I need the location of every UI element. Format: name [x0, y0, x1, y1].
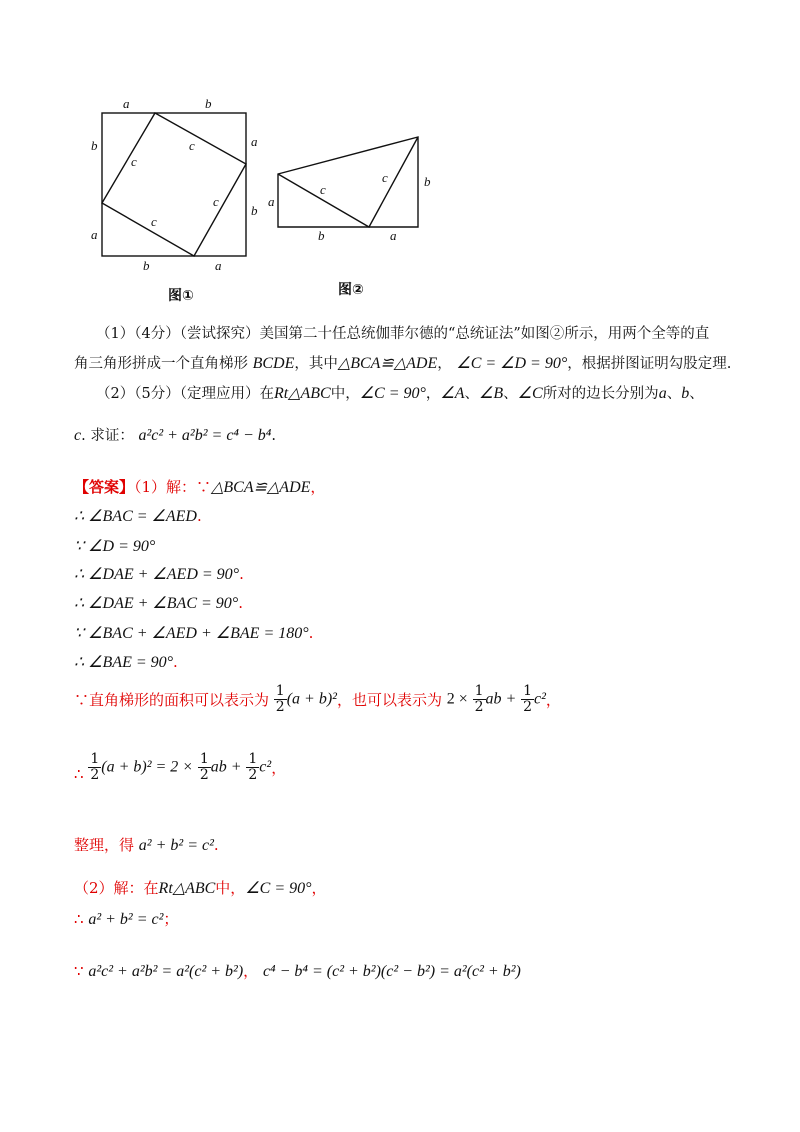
- question-1-line-2: 角三角形拼成一个直角梯形 BCDE，其中△BCA≌△ADE， ∠C = ∠D = 90°，根据拼图证明勾股定理.: [74, 355, 732, 372]
- question-1-line-1: （1）（4分）（尝试探究）美国第二十任总统伽菲尔德的“总统证法”如图②所示，用两个全等的直: [96, 326, 710, 342]
- fig1-label-c4: c: [151, 214, 157, 229]
- fig2-label-bottom-b: b: [318, 228, 325, 243]
- fig1-label-c3: c: [213, 194, 219, 209]
- answer-line-6: ∵ ∠BAC + ∠AED + ∠BAE = 180°.: [74, 624, 314, 642]
- fraction-half: $\frac{1}{2}$: [275, 683, 285, 715]
- answer-line-12: ∴ a² + b² = c²；: [74, 910, 179, 928]
- fraction-half: $\frac{1}{2}$: [474, 683, 484, 715]
- fig1-label-right-b: b: [251, 203, 258, 218]
- answer-line-2: ∴ ∠BAC = ∠AED.: [74, 507, 202, 525]
- answer-line-11: （2）解：在Rt△ABC中，∠C = 90°，: [74, 879, 327, 897]
- answer-line-4: ∴ ∠DAE + ∠AED = 90°.: [74, 565, 244, 583]
- question-2-line-2: c. 求证： a²c² + a²b² = c⁴ − b⁴.: [74, 427, 276, 444]
- answer-line-3: ∵ ∠D = 90°: [74, 538, 156, 555]
- answer-line-13: ∵ a²c² + a²b² = a²(c² + b²)， c⁴ − b⁴ = (c² + b²)(c² − b²) = a²(c² + b²): [74, 962, 521, 980]
- fraction-half: $\frac{1}{2}$: [199, 751, 209, 783]
- figure-1-square: [85, 92, 270, 272]
- fig2-label-right-b: b: [424, 174, 431, 189]
- fig1-label-bottom-a: a: [215, 258, 222, 272]
- fraction-half: $\frac{1}{2}$: [90, 751, 100, 783]
- figure-1-caption: 图①: [168, 288, 194, 304]
- answer-line-10: 整理，得 a² + b² = c².: [74, 836, 219, 854]
- figure-2-caption: 图②: [338, 282, 364, 298]
- fraction-half: $\frac{1}{2}$: [523, 683, 532, 715]
- figure-2-trapezoid: [262, 128, 442, 253]
- fig2-label-c1: c: [320, 182, 326, 197]
- fig1-label-bottom-b: b: [143, 258, 150, 272]
- fig1-label-left-b: b: [91, 138, 98, 153]
- answer-line-8: ∵直角梯形的面积可以表示为 $\frac{1}{2}$ (a + b)²，也可以表示为 2 × $\frac{1}{2}$ ab + $\frac{1}{2}$ c²，: [74, 683, 561, 715]
- answer-line-7: ∴ ∠BAE = 90°.: [74, 653, 178, 671]
- fig1-label-c2: c: [189, 138, 195, 153]
- fig2-label-bottom-a: a: [390, 228, 397, 243]
- fig1-label-c1: c: [131, 154, 137, 169]
- fig1-label-top-a: a: [123, 96, 130, 111]
- fraction-half: $\frac{1}{2}$: [248, 751, 258, 783]
- answer-line-5: ∴ ∠DAE + ∠BAC = 90°.: [74, 594, 243, 612]
- fig1-label-top-b: b: [205, 96, 212, 111]
- fig2-label-c2: c: [382, 170, 388, 185]
- question-2-line-1: （2）（5分）（定理应用）在Rt△ABC中，∠C = 90°，∠A、∠B、∠C所对的边长分别为a、b、: [96, 385, 704, 402]
- answer-label: 【答案】: [74, 478, 135, 496]
- answer-line-9: ∴ $\frac{1}{2}$ (a + b)² = 2 × $\frac{1}{2}$ ab + $\frac{1}{2}$ c²，: [74, 751, 287, 783]
- fig1-label-left-a: a: [91, 227, 98, 242]
- fig1-label-right-a: a: [251, 134, 258, 149]
- answer-line-1: 【答案】（1）解：∵△BCA≌△ADE，: [74, 478, 326, 496]
- fig2-label-left-a: a: [268, 194, 275, 209]
